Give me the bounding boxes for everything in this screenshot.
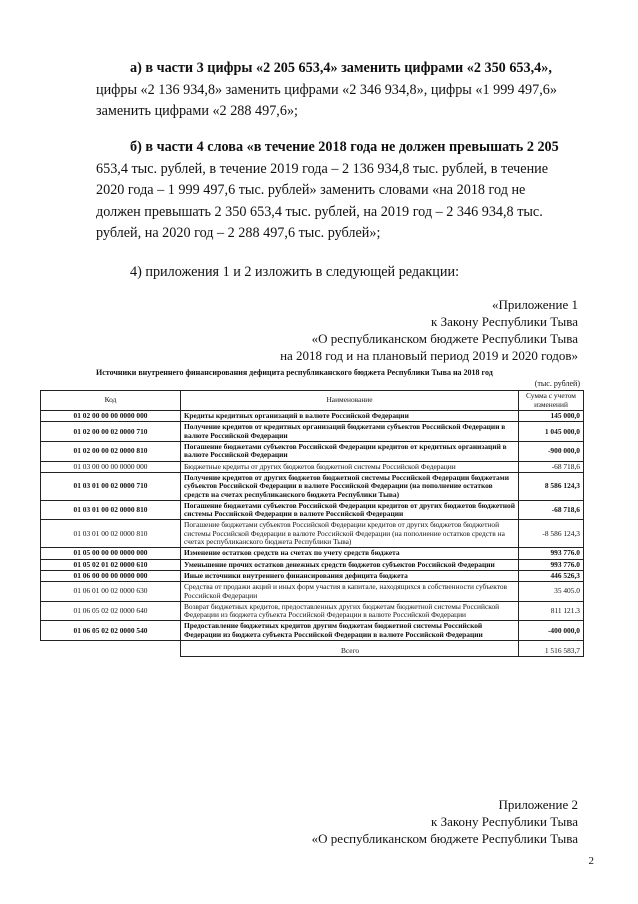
table-body bbox=[41, 411, 584, 657]
appendix-1-line-3: «О республиканском бюджете Республики Тыва bbox=[311, 331, 578, 346]
table-title: Источники внутреннего финансирования дефицита республиканского бюджета Республики Тыва на 2018 год bbox=[96, 368, 493, 377]
paragraph-b-line-5: рублей, на 2020 год – 2 288 497,6 тыс. рублей»; bbox=[96, 225, 381, 241]
header-code: Код bbox=[41, 391, 181, 411]
paragraph-b-line-3: 2020 года – 1 999 497,6 тыс. рублей» заменить словами «на 2018 год не bbox=[96, 182, 526, 198]
row-name: Погашение бюджетами субъектов Российской Федерации кредитов от кредитных организаций в валюте Российской Федерации bbox=[181, 442, 519, 462]
row-code: 01 06 01 00 02 0000 630 bbox=[41, 582, 181, 602]
table-row bbox=[41, 411, 584, 422]
row-sum: 446 526,3 bbox=[519, 570, 584, 581]
row-sum: 811 121.3 bbox=[519, 601, 584, 621]
appendix-2-line-3: «О республиканском бюджете Республики Тыва bbox=[311, 831, 578, 846]
appendix-1-line-4: на 2018 год и на плановый период 2019 и 2020 годов» bbox=[280, 348, 578, 363]
row-code: 01 03 00 00 00 0000 000 bbox=[41, 461, 181, 472]
row-name: Изменение остатков средств на счетах по учету средств бюджета bbox=[181, 548, 519, 559]
paragraph-c-line: 4) приложения 1 и 2 изложить в следующей редакции: bbox=[130, 264, 460, 280]
row-sum: 8 586 124,3 bbox=[519, 472, 584, 500]
table-row bbox=[41, 621, 584, 641]
row-sum: 1 045 000,0 bbox=[519, 422, 584, 442]
row-name: Погашение бюджетами субъектов Российской Федерации кредитов от других бюджетов бюджетной системы Российской Федерации в валюте Российской Федерации bbox=[181, 500, 519, 520]
table-row bbox=[41, 559, 584, 570]
total-label: Всего bbox=[181, 641, 519, 657]
row-code: 01 03 01 00 02 0000 810 bbox=[41, 520, 181, 548]
paragraph-a-line-2: цифры «2 136 934,8» заменить цифрами «2 346 934,8», цифры «1 999 497,6» bbox=[96, 81, 557, 98]
row-name: Уменьшение прочих остатков денежных средств бюджетов субъектов Российской Федерации bbox=[181, 559, 519, 570]
row-code: 01 02 00 00 00 0000 000 bbox=[41, 411, 181, 422]
row-sum: 145 000,0 bbox=[519, 411, 584, 422]
row-sum: -8 586 124,3 bbox=[519, 520, 584, 548]
row-sum: -68 718,6 bbox=[519, 500, 584, 520]
paragraph-b-line-1: б) в части 4 слова «в течение 2018 года не должен превышать 2 205 bbox=[130, 139, 559, 155]
table-row bbox=[41, 442, 584, 462]
paragraph-b bbox=[96, 137, 576, 245]
table-row bbox=[41, 500, 584, 520]
table-total-row bbox=[41, 641, 584, 657]
row-sum: -400 000,0 bbox=[519, 621, 584, 641]
row-code: 01 06 05 02 02 0000 540 bbox=[41, 621, 181, 641]
paragraph-b-line-4: должен превышать 2 350 653,4 тыс. рублей, на 2019 год – 2 346 934,8 тыс. bbox=[96, 203, 543, 220]
appendix-2-heading bbox=[312, 796, 578, 847]
table-header-row bbox=[41, 391, 584, 411]
table-row bbox=[41, 548, 584, 559]
table-units: (тыс. рублей) bbox=[534, 379, 580, 388]
table-row bbox=[41, 601, 584, 621]
row-name: Предоставление бюджетных кредитов другим бюджетам бюджетной системы Российской Федерации из бюджета субъекта Российской Федерации в валюте Российской Федерации bbox=[181, 621, 519, 641]
row-code: 01 06 00 00 00 0000 000 bbox=[41, 570, 181, 581]
row-name: Иные источники внутреннего финансирования дефицита бюджета bbox=[181, 570, 519, 581]
row-name: Бюджетные кредиты от других бюджетов бюджетной системы Российской Федерации bbox=[181, 461, 519, 472]
table-row bbox=[41, 422, 584, 442]
row-code: 01 03 01 00 02 0000 810 bbox=[41, 500, 181, 520]
financing-table bbox=[40, 390, 584, 657]
appendix-1-line-2: к Закону Республики Тыва bbox=[431, 314, 578, 329]
row-code: 01 02 00 00 02 0000 710 bbox=[41, 422, 181, 442]
row-name: Кредиты кредитных организаций в валюте Российской Федерации bbox=[181, 411, 519, 422]
appendix-1-heading bbox=[280, 296, 578, 364]
appendix-1-line-1: «Приложение 1 bbox=[491, 297, 578, 312]
paragraph-b-line-2: 653,4 тыс. рублей, в течение 2019 года – 2 136 934,8 тыс. рублей, в течение bbox=[96, 160, 549, 177]
table-row bbox=[41, 570, 584, 581]
row-name: Возврат бюджетных кредитов, предоставленных других бюджетам бюджетной системы Российской Федерации из бюджета субъекта Российской Федерации в валюте Российской Федерации bbox=[181, 601, 519, 621]
row-name: Средства от продажи акций и иных форм участия в капитале, находящихся в собственности субъектов Российской Федерации bbox=[181, 582, 519, 602]
row-sum: -68 718,6 bbox=[519, 461, 584, 472]
paragraph-a-line-1: а) в части 3 цифры «2 205 653,4» заменить цифрами «2 350 653,4», bbox=[130, 60, 552, 76]
row-name: Погашение бюджетами субъектов Российской Федерации кредитов от других бюджетов бюджетной системы Российской Федерации в валюте Российской Федерации (на пополнение остатков средств на счетах республиканского бюджета Республики Тыва) bbox=[181, 520, 519, 548]
row-code: 01 05 00 00 00 0000 000 bbox=[41, 548, 181, 559]
row-sum: -900 000,0 bbox=[519, 442, 584, 462]
page-number: 2 bbox=[588, 855, 594, 867]
paragraph-a-line-3: заменить цифрами «2 288 497,6»; bbox=[96, 103, 298, 119]
total-empty-cell bbox=[41, 641, 181, 657]
total-sum: 1 516 583,7 bbox=[519, 641, 584, 657]
paragraph-a bbox=[96, 58, 576, 123]
table-row bbox=[41, 472, 584, 500]
paragraph-c bbox=[96, 262, 576, 284]
row-code: 01 05 02 01 02 0000 610 bbox=[41, 559, 181, 570]
row-name: Получение кредитов от кредитных организаций бюджетами субъектов Российской Федерации в валюте Российской Федерации bbox=[181, 422, 519, 442]
appendix-2-line-1: Приложение 2 bbox=[498, 797, 578, 812]
header-sum: Сумма с учетом изменений bbox=[519, 391, 584, 411]
table-row bbox=[41, 582, 584, 602]
table-row bbox=[41, 520, 584, 548]
row-sum: 35 405.0 bbox=[519, 582, 584, 602]
row-sum: 993 776.0 bbox=[519, 548, 584, 559]
appendix-2-line-2: к Закону Республики Тыва bbox=[431, 814, 578, 829]
table-row bbox=[41, 461, 584, 472]
row-name: Получение кредитов от других бюджетов бюджетной системы Российской Федерации бюджетами субъектов Российской Федерации в валюте Российской Федерации (на пополнение остатков средств на счетах республиканского бюджета Республики Тыва) bbox=[181, 472, 519, 500]
row-sum: 993 776.0 bbox=[519, 559, 584, 570]
row-code: 01 02 00 00 02 0000 810 bbox=[41, 442, 181, 462]
header-name: Наименование bbox=[181, 391, 519, 411]
row-code: 01 03 01 00 02 0000 710 bbox=[41, 472, 181, 500]
row-code: 01 06 05 02 02 0000 640 bbox=[41, 601, 181, 621]
